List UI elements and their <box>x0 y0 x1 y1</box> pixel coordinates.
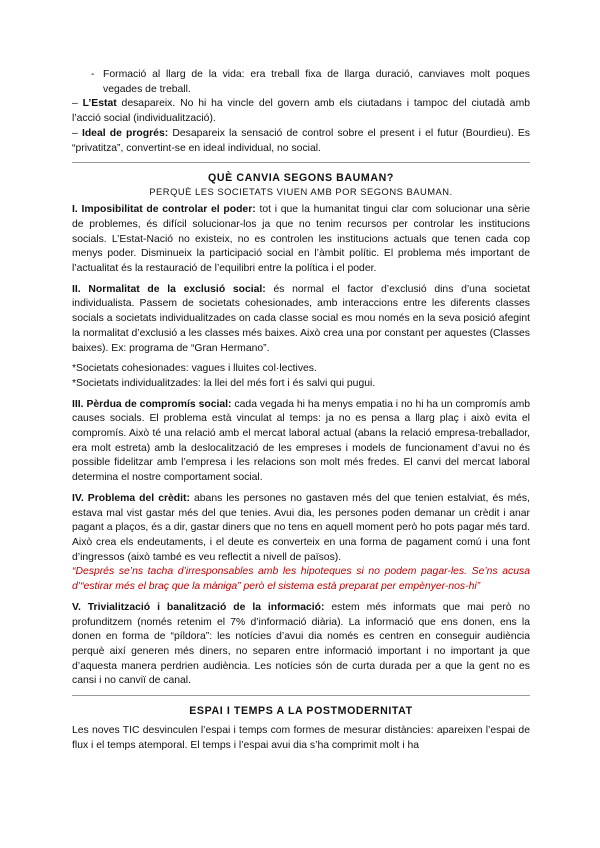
bauman-point-4: IV. Problema del crèdit: abans les persones no gastaven més del que tenien estalviat, és més, estava mal vist gastar més del que tenies. Avui dia, les persones poden demanar un crèdit i anar pagant a plaços, és a dir, gastar diners que no tens en aquell moment però ho pots pagar més tard. Això crea els endeutaments, i el deute es converteix en una forma de pagament comú i una font d’ingressos (això també es veu reflectit a nivell de països). <box>72 492 530 563</box>
section-subtitle-bauman: PERQUÈ LES SOCIETATS VIUEN AMB POR SEGONS BAUMAN. <box>149 186 453 198</box>
bullet-dash: - <box>91 69 95 80</box>
espai-paragraph: Les noves TIC desvinculen l’espai i temps com formes de mesurar distàncies: apareixen l’espai de flux i el temps atemporal. El temps i l’espai avui dia s’ha comprimit molt i ha <box>72 725 530 751</box>
bauman-point-3: III. Pèrdua de compromís social: cada vegada hi ha menys empatia i no hi ha un compromís amb causes socials. El problema està vinculat al temps: ja no es pensa a llarg plaç i això evita el compromís. Això té una relació amb el mercat laboral actual (abans la relació empresa-treballador, era molt estreta) amb la deslocalització de les empreses i models de funcionament d’avui no és possible fidelitzar amb l’empresa i les relacions son molt més fredes. El canvi del mercat laboral determina el nostre comportament social. <box>72 398 531 484</box>
ideal-term: Ideal de progrés: <box>81 127 169 139</box>
estat-text: desapareix. No hi ha vincle del govern amb els ciutadans i tampoc del ciutadà amb l’acció social (individualització). <box>72 98 531 125</box>
bauman-point-2: II. Normalitat de la exclusió social: és normal el factor d’exclusió dins d’una societat individualista. Passem de societats cohesionades, amb interaccions entre les diferents classes socials a societats individualitzades on cada classe social es mou només en la seva posició afegint la normalitat d’exclusió a les classes més baixes. Això crea una por constant per aquestes (Classes baixes). Ex: programa de “Gran Hermano”. <box>72 283 530 354</box>
note-cohesionades: *Societats cohesionades: vagues i lluites col·lectives. <box>72 363 317 375</box>
section-title-espai: ESPAI I TEMPS A LA POSTMODERNITAT <box>189 705 413 718</box>
note-individualitzades: *Societats individualitzades: la llei del més fort i és salvi qui pugui. <box>72 377 376 389</box>
section-title-bauman: QUÈ CANVIA SEGONS BAUMAN? <box>208 172 394 185</box>
separator-line <box>72 695 530 696</box>
separator-line <box>72 162 530 163</box>
bauman-point-5: V. Trivialització i banalització de la informació: estem més informats que mai però no profunditzem (només retenim el 7% d’informació diària). La informació que ens donen, ens la donen en forma de “píldora”: les notícies d’avui dia només es centren en conseguir audiència perquè així generen més diners, no separen entre informació important i no important ja que d’aquesta manera perdrien audiència. Les notícies són de curta durada per a que la gent no es cansi i no canviï de canal. <box>72 601 531 687</box>
bauman-point-1: I. Imposibilitat de controlar el poder: tot i que la humanitat tingui clar com solucionar una sèrie de problemes, és difícil solucionar-los ja que no tenim recursos per controlar les institucions socials. L’Estat-Nació no existeix, no es controlen les institucions actuals que tenen cada cop menys poder. Disminueix la participació social en l’àmbit polític. El problema més important de l’actualitat és la restauració de l’equilibri entre la política i el poder. <box>72 204 530 275</box>
estat-term: L’Estat <box>82 98 117 110</box>
list-item <box>72 68 530 97</box>
credit-quote: “Després se’ns tacha d’irresponsables amb les hipoteques si no podem pagar-les. Se’ns acusa d’“estirar més el braç que la màniga” però el sistema està preparat per empènyer-nos-hi” <box>72 566 530 593</box>
estat-paragraph: – L’Estat desapareix. No hi ha vincle del govern amb els ciutadans i tampoc del ciutadà amb l’acció social (individualització). <box>72 98 531 125</box>
bullet-text: Formació al llarg de la vida: era treball fixa de llarga duració, canviaves molt poques vegades de treball. <box>103 69 530 95</box>
ideal-paragraph: – Ideal de progrés: Desapareix la sensació de control sobre el present i el futur (Bourdieu). Es “privatitza”, convertint-se en ideal individual, no social. <box>72 127 530 154</box>
ideal-text: Desapareix la sensació de control sobre el present i el futur (Bourdieu). Es “privatitza”, convertint-se en ideal individual, no social. <box>72 127 530 154</box>
document-page <box>72 68 530 753</box>
